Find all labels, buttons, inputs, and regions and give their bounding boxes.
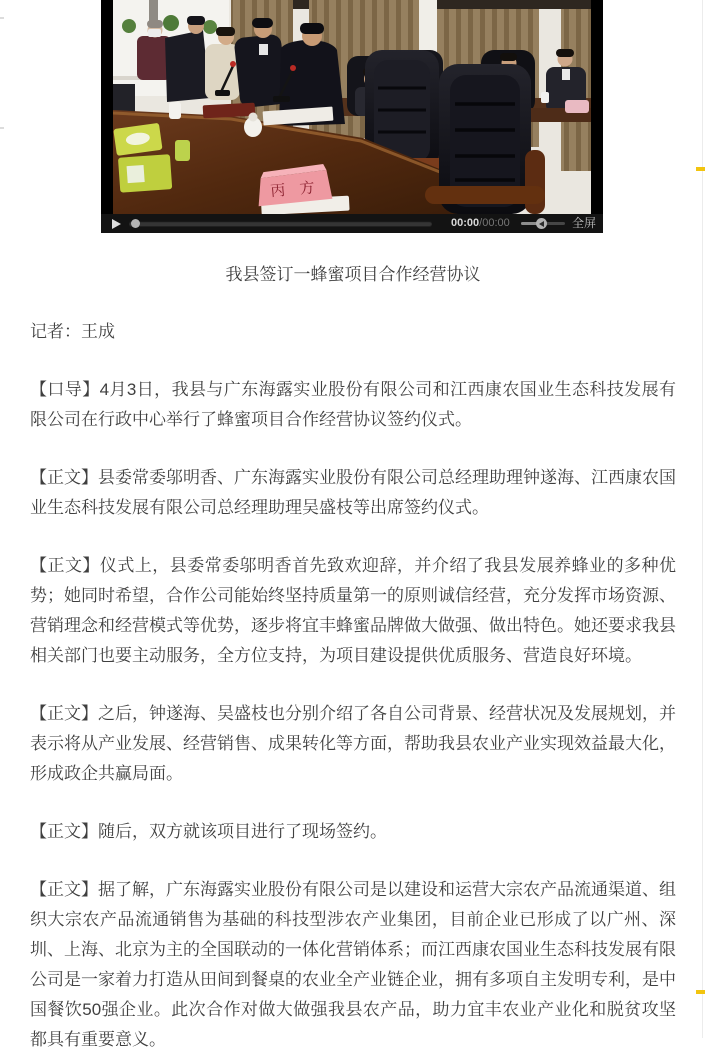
article-title: 我县签订一蜂蜜项目合作经营协议 (225, 265, 481, 284)
progress-bar[interactable] (129, 221, 432, 226)
play-button[interactable] (107, 214, 125, 233)
left-edge-mark-2 (0, 127, 4, 129)
time-display (451, 214, 510, 233)
video-controls (101, 214, 603, 233)
fullscreen-button[interactable]: 全屏 (572, 216, 597, 230)
time-divider: / (479, 217, 483, 229)
article-paragraph: 【口导】4月3日，我县与广东海露实业股份有限公司和江西康农国业生态科技发展有限公司在行政中心举行了蜂蜜项目合作经营协议签约仪式。 (30, 380, 676, 429)
article-paragraph: 【正文】随后，双方就该项目进行了现场签约。 (30, 822, 387, 841)
video-player (101, 0, 603, 233)
article-paragraph: 【正文】仪式上，县委常委邬明香首先致欢迎辞，并介绍了我县发展养蜂业的多种优势；她同时希望，合作公司能始终坚持质量第一的原则诚信经营，充分发挥市场资源、营销理念和经营模式等优势，逐步将宜丰蜂蜜品牌做大做强、做出特色。她还要求我县相关部门也要主动服务，全方位支持，为项目建设提供优质服务、营造良好环境。 (30, 556, 676, 665)
meeting-room-scene (113, 0, 591, 214)
speaker-icon[interactable] (536, 218, 547, 229)
article-paragraph: 【正文】据了解，广东海露实业股份有限公司是以建设和运营大宗农产品流通渠道、组织大宗农产品流通销售为基础的科技型涉农产业集团，目前企业已形成了以广州、深圳、上海、北京为主的全国联动的一体化营销体系；而江西康农国业生态科技发展有限公司是一家着力打造从田间到餐桌的农业全产业链企业，拥有多项自主发明专利，是中国餐饮50强企业。此次合作对做大做强我县农产品，助力宜丰农业产业化和脱贫攻坚都具有重要意义。 (30, 880, 676, 1049)
speaker-triangle-icon (539, 221, 544, 227)
article-paragraph: 【正文】县委常委邬明香、广东海露实业股份有限公司总经理助理钟遂海、江西康农国业生态科技发展有限公司总经理助理吴盛枝等出席签约仪式。 (30, 468, 676, 517)
progress-knob[interactable] (131, 219, 140, 228)
volume-slider[interactable] (521, 222, 565, 225)
time-total: 00:00 (482, 217, 510, 229)
placard-text: 丙 方 (269, 178, 321, 201)
play-icon (112, 219, 121, 229)
scrollbar-highlight-mark-1 (696, 167, 705, 171)
article-byline: 记者：王成 (30, 322, 115, 341)
article-paragraph: 【正文】之后，钟遂海、吴盛枝也分别介绍了各自公司背景、经营状况及发展规划，并表示将从产业发展、经营销售、成果转化等方面，帮助我县农业产业实现效益最大化，形成政企共赢局面。 (30, 704, 676, 783)
left-edge-mark-1 (0, 17, 4, 19)
article (0, 233, 706, 1055)
time-current: 00:00 (451, 217, 480, 229)
video-display[interactable] (113, 0, 591, 214)
